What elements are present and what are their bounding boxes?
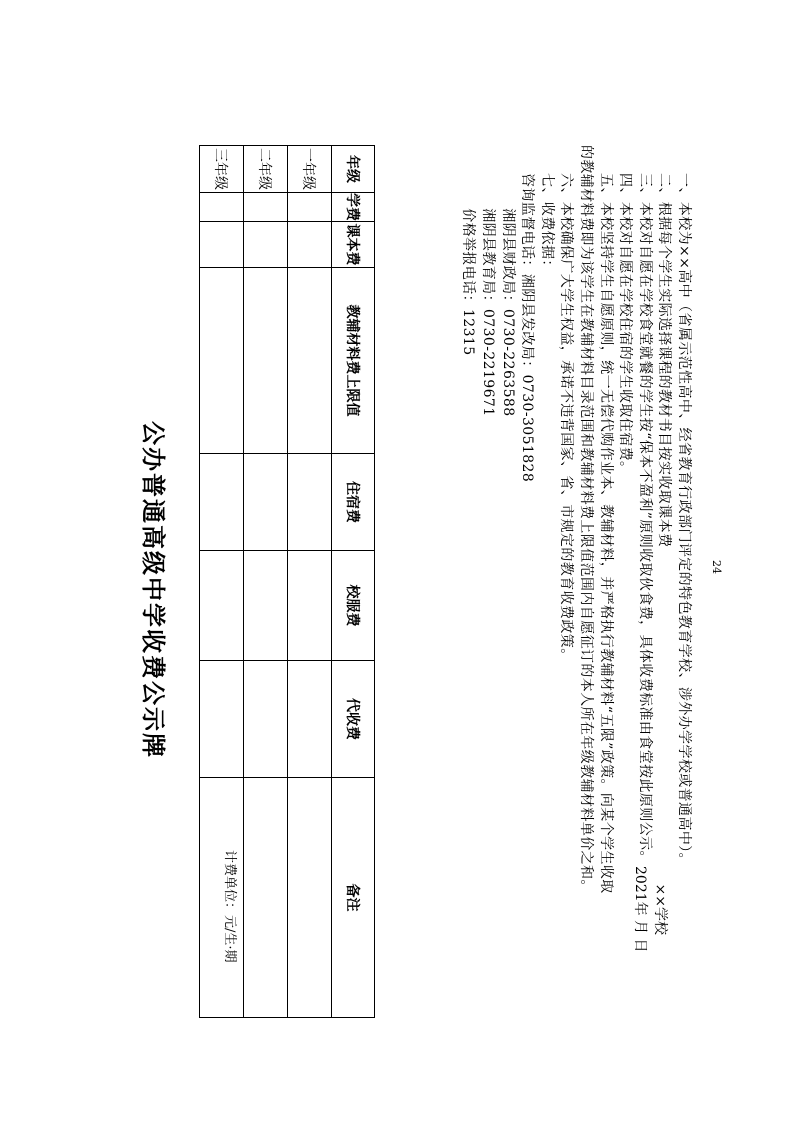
table-header-row xyxy=(332,146,375,1018)
table-cell xyxy=(288,268,332,454)
header-accommodation-fee: 住宿费 xyxy=(332,454,375,551)
table-cell xyxy=(244,222,288,268)
table-cell xyxy=(200,454,244,551)
table-cell xyxy=(200,268,244,454)
table-row xyxy=(244,146,288,1018)
note-line: 的教辅材料费即为该学生在教辅材料目录范围和教辅材料费上限值范围内自愿征订的本人所在年级教辅材料单价之和。 xyxy=(578,145,595,894)
table-cell xyxy=(200,661,244,778)
table-cell xyxy=(244,778,288,1018)
table-cell xyxy=(244,454,288,551)
contact-label: 湘阴县财政局： xyxy=(499,208,516,309)
fee-table xyxy=(199,145,375,1018)
note-line: 七、收费依据： xyxy=(538,173,555,274)
header-remarks: 备注 xyxy=(332,778,375,1018)
table-cell xyxy=(288,551,332,661)
signature-school: ××学校 xyxy=(652,883,668,935)
note-line: 三、本校对自愿在学校食堂就餐的学生按“保本不盈利”原则收取伙食费，具体收费标准由食堂按此原则公示。 xyxy=(636,173,653,865)
header-tuition: 学费 xyxy=(332,193,375,222)
contact-phone: 0730-2219671 xyxy=(480,309,497,417)
contact-phone: 0730-3051828 xyxy=(519,374,536,483)
contact-line xyxy=(497,145,517,1025)
header-textbook-fee: 课本费 xyxy=(332,222,375,268)
table-cell xyxy=(244,661,288,778)
table-cell xyxy=(200,778,244,1018)
table-cell xyxy=(200,193,244,222)
contact-line xyxy=(477,145,497,1025)
table-cell xyxy=(244,551,288,661)
table-cell xyxy=(244,268,288,454)
grade-cell: 一年级 xyxy=(288,146,332,193)
note-line: 四、本校对自愿在学校住宿的学生收取住宿费。 xyxy=(617,173,634,476)
table-cell xyxy=(288,778,332,1018)
contact-phone: 0730-2263588 xyxy=(499,309,516,417)
page-title: 公办普通高级中学收费公示牌 xyxy=(139,421,168,759)
contact-label: 价格举报电话： xyxy=(460,208,477,309)
table-cell xyxy=(244,193,288,222)
note-line: 六、本校确保广大学生权益，承诺不违背国家、省、市规定的教育收费政策。 xyxy=(558,173,575,663)
table-row xyxy=(288,146,332,1018)
header-grade: 年级 xyxy=(332,146,375,193)
table-cell xyxy=(200,222,244,268)
grade-cell: 二年级 xyxy=(244,146,288,193)
page-number: 24 xyxy=(710,560,723,574)
note-line: 一、本校为××高中（省属示范性高中、经省教育行政部门评定的特色教育学校、涉外办学学校或普通高中）。 xyxy=(676,173,692,868)
signature-date: 2021年 月 日 xyxy=(632,866,648,953)
table-cell xyxy=(288,193,332,222)
contact-label: 湘阴县教育局： xyxy=(480,208,497,309)
contact-label: 湘阴县发改局： xyxy=(519,273,536,375)
signature-block xyxy=(630,866,670,953)
header-uniform-fee: 校服费 xyxy=(332,551,375,661)
unit-note: 计费单位：元/生·期 xyxy=(222,850,237,963)
header-collection-fee: 代收费 xyxy=(332,661,375,778)
contact-phone: 12315 xyxy=(460,309,477,356)
contacts-intro xyxy=(517,145,537,1025)
contacts-intro-label: 咨询监督电话： xyxy=(519,173,536,274)
note-line: 二、根据每个学生实际选择课程的教材书目按实收取课本费 xyxy=(656,173,673,548)
table-row xyxy=(200,146,244,1018)
table-cell xyxy=(200,551,244,661)
grade-cell: 三年级 xyxy=(200,146,244,193)
table-cell xyxy=(288,454,332,551)
table-cell xyxy=(288,661,332,778)
table-cell xyxy=(288,222,332,268)
contact-line xyxy=(458,145,478,1025)
header-materials-cap: 教辅材料费上限值 xyxy=(332,268,375,454)
note-line: 五、本校坚持学生自愿原则，统一无偿代购作业本、教辅材料，并严格执行教辅材料“五限”政策。向某个学生收取 xyxy=(597,173,614,894)
